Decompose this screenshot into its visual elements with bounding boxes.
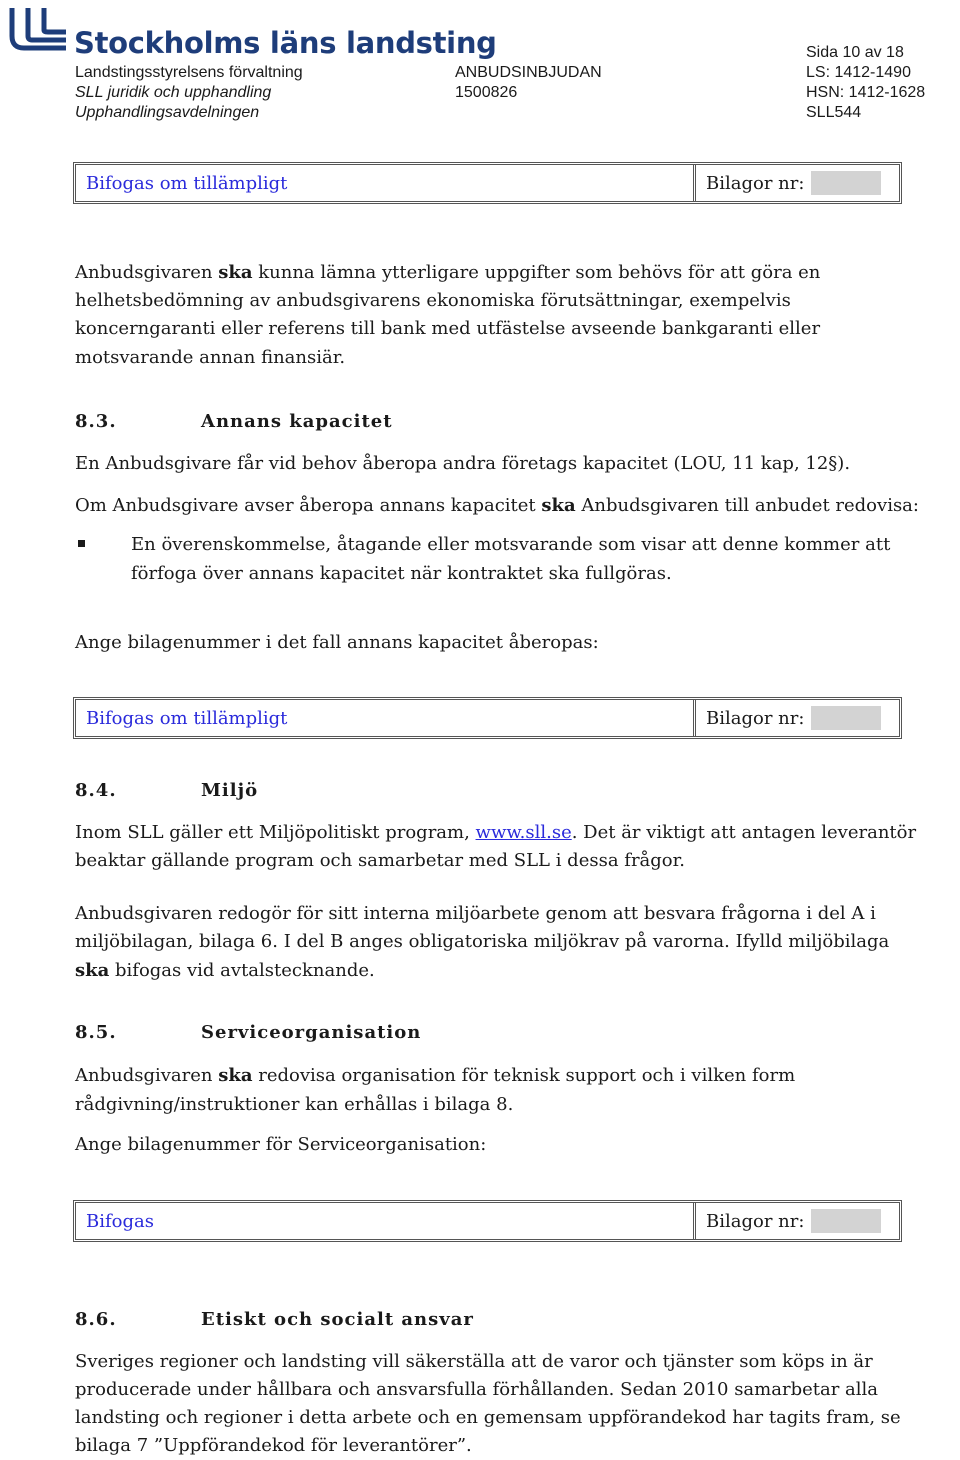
para-line: Anbudsgivaren ska redovisa organisation för teknisk support och i vilken form bbox=[75, 1065, 796, 1086]
header-hsn: HSN: 1412-1628 bbox=[806, 84, 926, 101]
section-heading: 8.3. Annans kapacitet bbox=[75, 411, 393, 432]
para-line: beaktar gällande program och samarbetar med SLL i dessa frågor. bbox=[75, 850, 685, 871]
bilagor-input[interactable] bbox=[811, 1209, 881, 1233]
para-line: bilaga 7 ”Uppförandekod för leverantörer”. bbox=[75, 1435, 472, 1456]
attachment-box bbox=[73, 162, 902, 204]
para-line: Ange bilagenummer för Serviceorganisation: bbox=[75, 1134, 487, 1155]
para-line: ska bifogas vid avtalstecknande. bbox=[75, 960, 375, 981]
para-line: helhetsbedömning av anbudsgivarens ekonomiska förutsättningar, exempelvis bbox=[75, 290, 791, 311]
para-line: Anbudsgivaren ska kunna lämna ytterligare uppgifter som behövs för att göra en bbox=[75, 262, 821, 283]
header-sll: SLL544 bbox=[806, 104, 862, 121]
para-line: Ange bilagenummer i det fall annans kapacitet åberopas: bbox=[75, 632, 599, 653]
section-heading: 8.4. Miljö bbox=[75, 780, 259, 801]
header-doc-number: 1500826 bbox=[455, 84, 518, 101]
bullet-line: En överenskommelse, åtagande eller motsvarande som visar att denne kommer att bbox=[131, 534, 891, 555]
section-heading: 8.5. Serviceorganisation bbox=[75, 1022, 422, 1043]
para-line: producerade under hållbara och ansvarsfulla förhållanden. Sedan 2010 samarbetar alla bbox=[75, 1379, 879, 1400]
bilagor-input[interactable] bbox=[811, 171, 881, 195]
para-line: En Anbudsgivare får vid behov åberopa andra företags kapacitet (LOU, 11 kap, 12§). bbox=[75, 453, 851, 474]
header-org: Landstingsstyrelsens förvaltning bbox=[75, 64, 303, 81]
attachment-label: Bifogas bbox=[86, 1211, 154, 1232]
section-heading: 8.6. Etiskt och socialt ansvar bbox=[75, 1309, 474, 1330]
bilagor-label: Bilagor nr: bbox=[706, 1211, 805, 1232]
attachment-label: Bifogas om tillämpligt bbox=[86, 173, 288, 194]
para-line: Om Anbudsgivare avser åberopa annans kapacitet ska Anbudsgivaren till anbudet redovisa: bbox=[75, 495, 919, 516]
para-line: Anbudsgivaren redogör för sitt interna miljöarbete genom att besvara frågorna i del A i bbox=[75, 903, 876, 924]
attachment-box bbox=[73, 1200, 902, 1242]
bullet-line: förfoga över annans kapacitet när kontraktet ska fullgöras. bbox=[131, 563, 672, 584]
box-divider bbox=[693, 165, 696, 201]
header-ls: LS: 1412-1490 bbox=[806, 64, 911, 81]
para-line: landsting och regioner i detta arbete och en gemensam uppförandekod har tagits fram, se bbox=[75, 1407, 901, 1428]
header-unit: Upphandlingsavdelningen bbox=[75, 104, 260, 121]
para-line: koncerngaranti eller referens till bank med utfästelse avseende bankgaranti eller bbox=[75, 318, 821, 339]
para-line: miljöbilagan, bilaga 6. I del B anges obligatoriska miljökrav på varorna. Ifylld miljöbilaga bbox=[75, 931, 890, 952]
attachment-box bbox=[73, 697, 902, 739]
logo-wordmark: Stockholms läns landsting bbox=[74, 26, 497, 60]
bilagor-label: Bilagor nr: bbox=[706, 173, 805, 194]
bullet-icon bbox=[78, 540, 85, 547]
para-line: rådgivning/instruktioner kan erhållas i bilaga 8. bbox=[75, 1094, 514, 1115]
attachment-label: Bifogas om tillämpligt bbox=[86, 708, 288, 729]
para-line: Sveriges regioner och landsting vill säkerställa att de varor och tjänster som köps in är bbox=[75, 1351, 873, 1372]
page-number: Sida 10 av 18 bbox=[806, 44, 904, 61]
para-line: motsvarande annan finansiär. bbox=[75, 347, 346, 368]
sll-link[interactable]: www.sll.se bbox=[475, 822, 572, 843]
bilagor-input[interactable] bbox=[811, 706, 881, 730]
box-divider bbox=[693, 1203, 696, 1239]
box-divider bbox=[693, 700, 696, 736]
para-line: Inom SLL gäller ett Miljöpolitiskt program, www.sll.se. Det är viktigt att antagen leverantör bbox=[75, 822, 917, 843]
header-doc-type: ANBUDSINBJUDAN bbox=[455, 64, 602, 81]
header-dept: SLL juridik och upphandling bbox=[75, 84, 272, 101]
bilagor-label: Bilagor nr: bbox=[706, 708, 805, 729]
